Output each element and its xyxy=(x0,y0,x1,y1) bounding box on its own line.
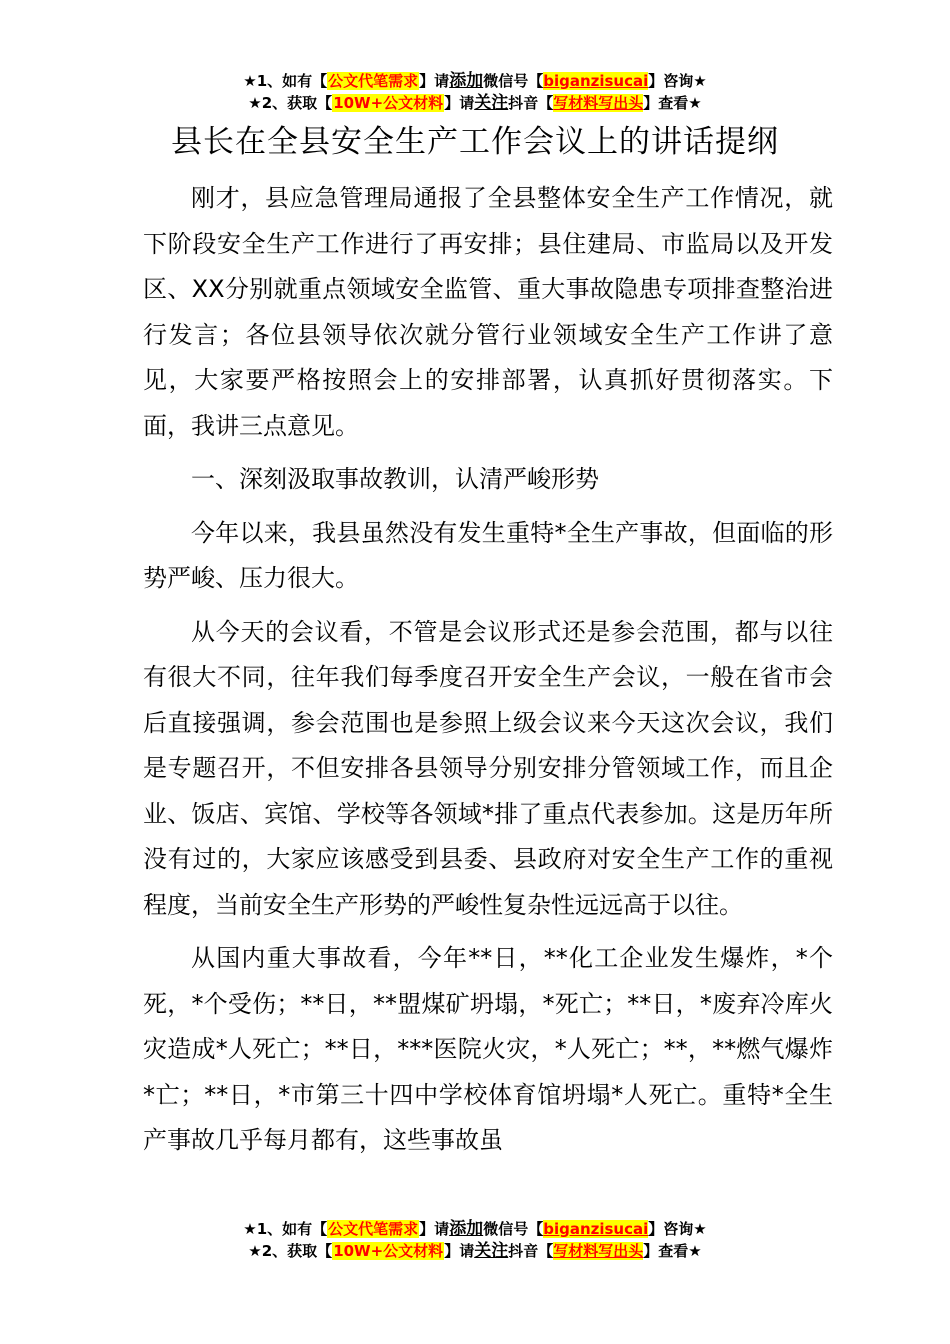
paragraph-intro: 刚才，县应急管理局通报了全县整体安全生产工作情况，就下阶段安全生产工作进行了再安排；县住建局、市监局以及开发区、XX分别就重点领域安全监管、重大事故隐患专项排查整治进行发言；各位县领导依次就分管行业领域安全生产工作讲了意见，大家要严格按照会上的安排部署，认真抓好贯彻落实。下面，我讲三点意见。 xyxy=(143,184,833,440)
ad-text: 】查看★ xyxy=(643,1242,702,1260)
ad-line-1 xyxy=(0,70,950,92)
ad-highlight-materials: 10W+公文材料 xyxy=(333,94,444,112)
footer-ad-banner xyxy=(0,1218,950,1262)
section-heading-1: 一、深刻汲取事故教训，认清严峻形势 xyxy=(191,465,599,493)
ad-text: 抖音【 xyxy=(508,1242,554,1260)
ad-text: ★1、如有【 xyxy=(243,72,328,90)
ad-text: 】咨询★ xyxy=(648,72,707,90)
ad-line-1 xyxy=(0,1218,950,1240)
ad-line-2 xyxy=(0,92,950,114)
ad-emphasis: 添加 xyxy=(449,71,484,91)
ad-text: 】请 xyxy=(444,94,475,112)
ad-text: 】请 xyxy=(444,1242,475,1260)
ad-text: ★1、如有【 xyxy=(243,1220,328,1238)
ad-text: ★2、获取【 xyxy=(248,94,333,112)
document-body xyxy=(143,176,833,1172)
ad-text: 微信号【 xyxy=(483,1220,544,1238)
ad-emphasis: 关注 xyxy=(474,93,509,113)
ad-text: 】请 xyxy=(419,1220,450,1238)
paragraph: 从国内重大事故看，今年**日，**化工企业发生爆炸，*个死，*个受伤；**日，**盟煤矿坍塌，*死亡；**日，*废弃冷库火灾造成*人死亡；**日，***医院火灾，*人死亡；**，**燃气爆炸*亡；**日，*市第三十四中学校体育馆坍塌*人死亡。重特*全生产事故几乎每月都有，这些事故虽 xyxy=(143,944,833,1154)
ad-douyin-account[interactable]: 写材料写出头 xyxy=(553,94,644,112)
header-ad-banner xyxy=(0,70,950,114)
ad-emphasis: 添加 xyxy=(449,1219,484,1239)
ad-highlight-service: 公文代笔需求 xyxy=(328,1220,419,1238)
ad-highlight-service: 公文代笔需求 xyxy=(328,72,419,90)
ad-text: 微信号【 xyxy=(483,72,544,90)
ad-text: 抖音【 xyxy=(508,94,554,112)
ad-text: ★2、获取【 xyxy=(248,1242,333,1260)
ad-line-2 xyxy=(0,1240,950,1262)
ad-emphasis: 关注 xyxy=(474,1241,509,1261)
ad-highlight-materials: 10W+公文材料 xyxy=(333,1242,444,1260)
paragraph: 从今天的会议看，不管是会议形式还是参会范围，都与以往有很大不同，往年我们每季度召开安全生产会议，一般在省市会后直接强调，参会范围也是参照上级会议来今天这次会议，我们是专题召开，不但安排各县领导分别安排分管领域工作，而且企业、饭店、宾馆、学校等各领域*排了重点代表参加。这是历年所没有过的，大家应该感受到县委、县政府对安全生产工作的重视程度，当前安全生产形势的严峻性复杂性远远高于以往。 xyxy=(143,617,833,919)
ad-wechat-id[interactable]: biganzisucai xyxy=(543,1220,649,1238)
document-title: 县长在全县安全生产工作会议上的讲话提纲 xyxy=(171,124,779,160)
ad-text: 】咨询★ xyxy=(648,1220,707,1238)
paragraph: 今年以来，我县虽然没有发生重特*全生产事故，但面临的形势严峻、压力很大。 xyxy=(143,518,833,592)
ad-douyin-account[interactable]: 写材料写出头 xyxy=(553,1242,644,1260)
ad-text: 】请 xyxy=(419,72,450,90)
ad-text: 】查看★ xyxy=(643,94,702,112)
ad-wechat-id[interactable]: biganzisucai xyxy=(543,72,649,90)
